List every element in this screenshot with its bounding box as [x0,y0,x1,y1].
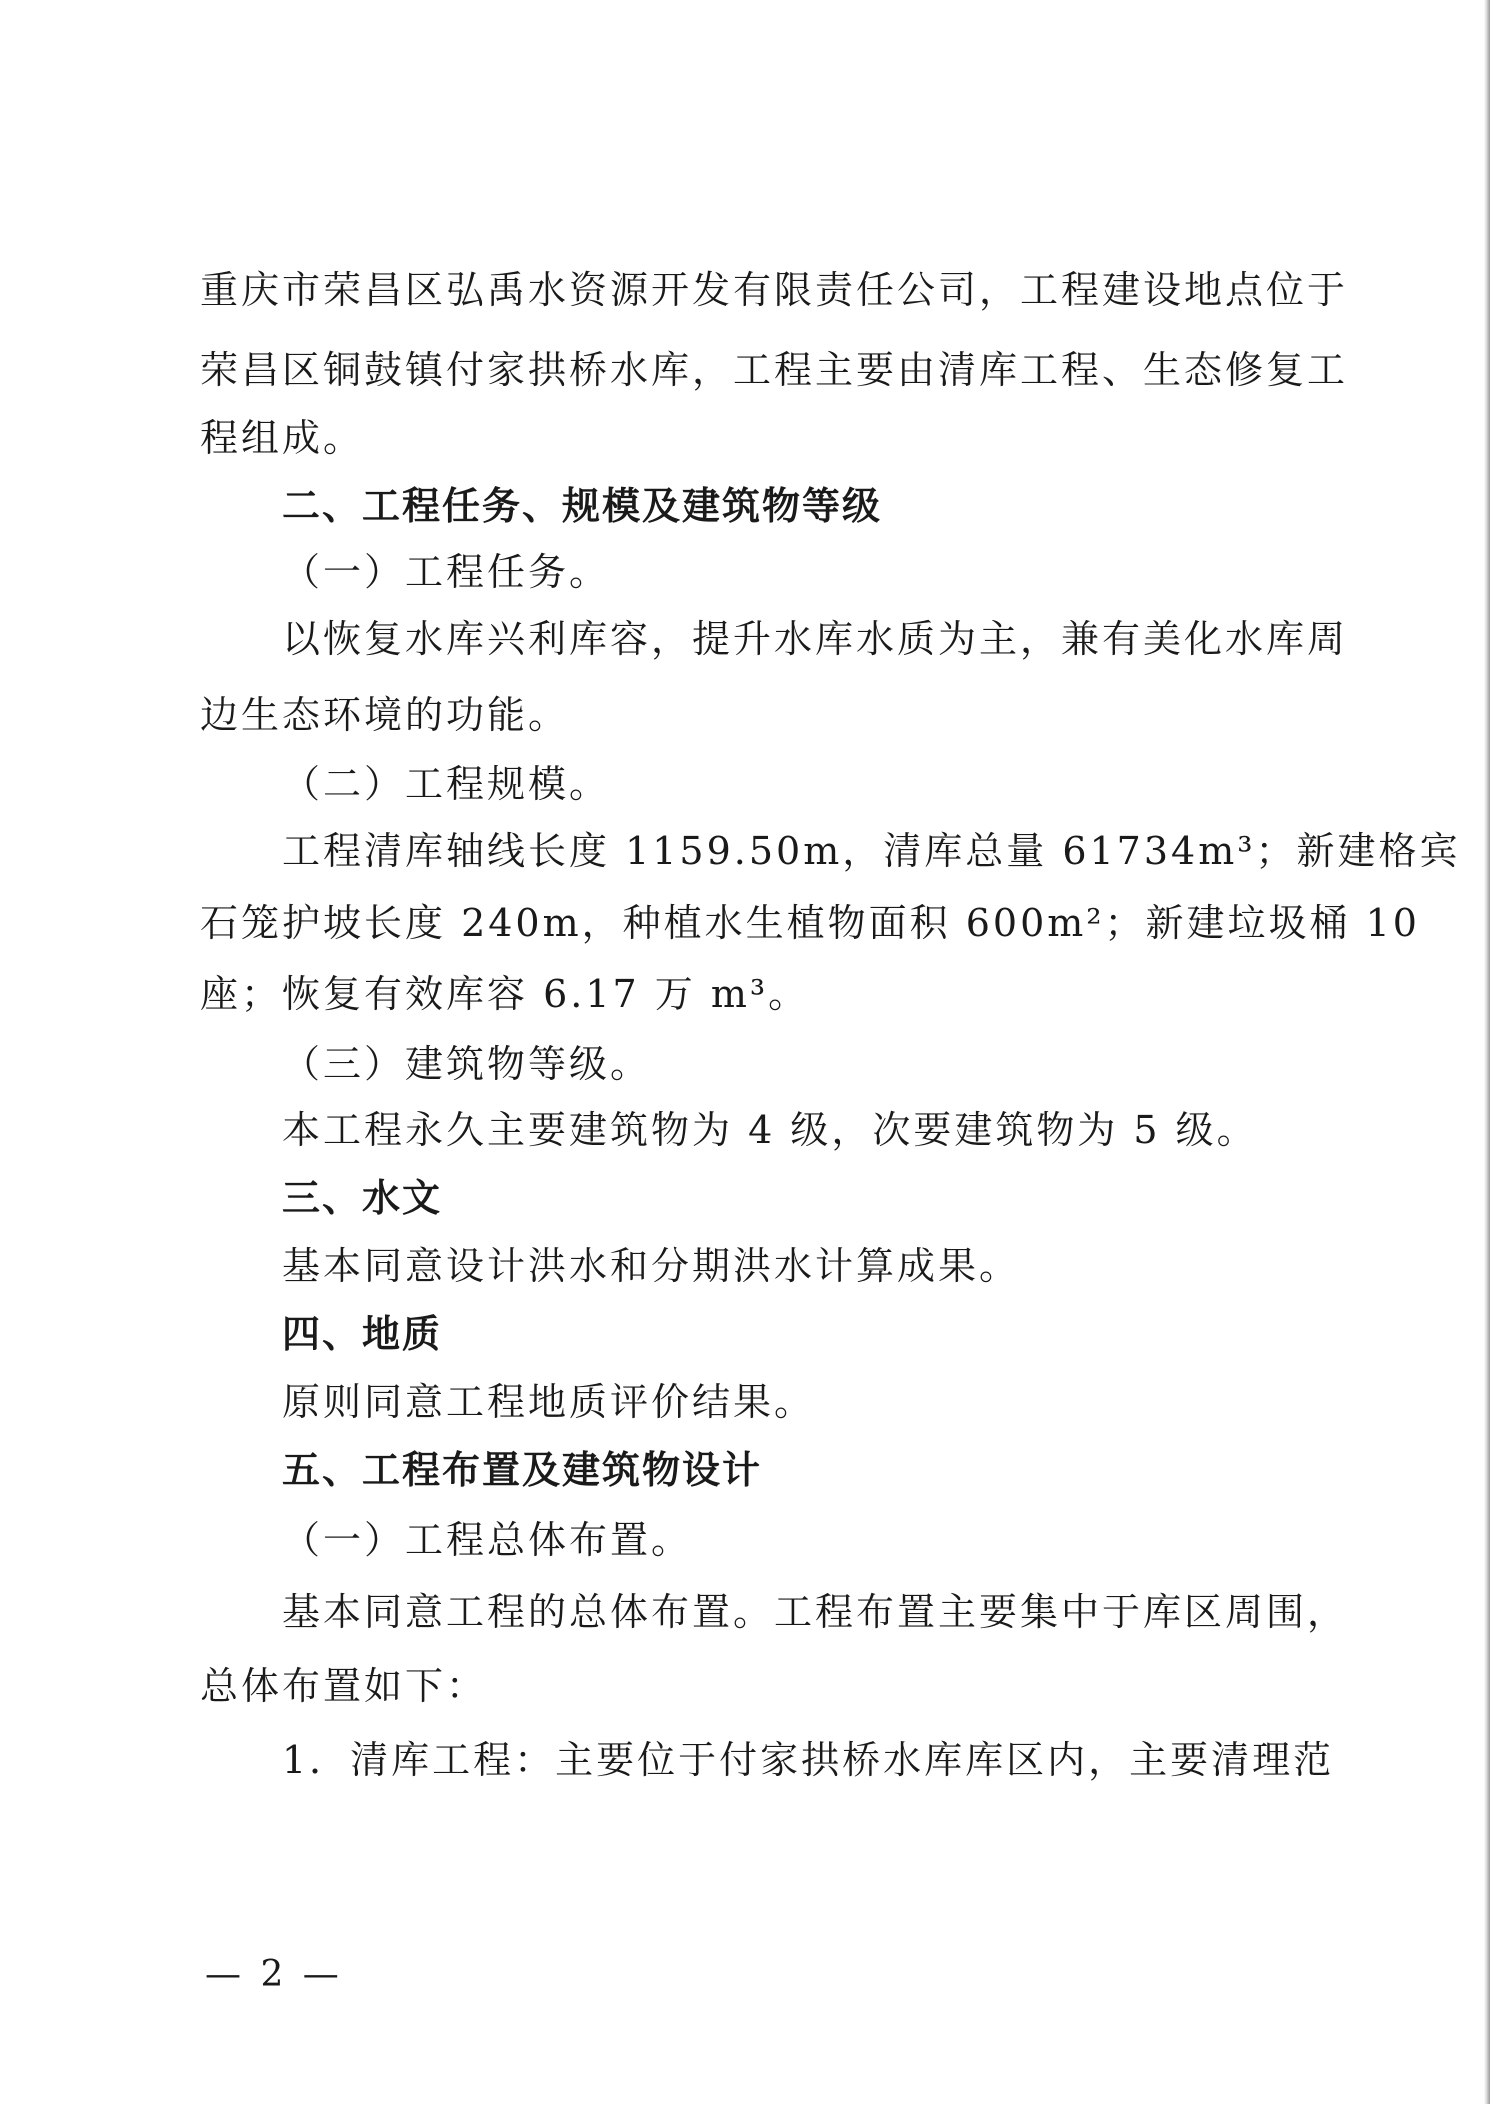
subsection-heading-layout: （一）工程总体布置。 [282,1518,693,1562]
paragraph-line-scale-1: 工程清库轴线长度 1159.50m，清库总量 61734m³；新建格宾 [282,829,1461,873]
section-heading-2: 二、工程任务、规模及建筑物等级 [282,484,883,528]
section-heading-5: 五、工程布置及建筑物设计 [282,1448,763,1492]
subsection-heading-grade: （三）建筑物等级。 [282,1042,652,1086]
paragraph-line-layout-1: 基本同意工程的总体布置。工程布置主要集中于库区周围， [282,1590,1349,1634]
paragraph-line-1: 重庆市荣昌区弘禹水资源开发有限责任公司，工程建设地点位于 [200,268,1349,312]
paragraph-line-2: 荣昌区铜鼓镇付家拱桥水库，工程主要由清库工程、生态修复工 [200,348,1349,392]
subsection-heading-task: （一）工程任务。 [282,550,611,594]
paragraph-line-geology: 原则同意工程地质评价结果。 [282,1380,816,1424]
paragraph-line-task-2: 边生态环境的功能。 [200,693,570,737]
paragraph-line-task-1: 以恢复水库兴利库容，提升水库水质为主，兼有美化水库周 [282,617,1349,661]
paragraph-line-grade: 本工程永久主要建筑物为 4 级，次要建筑物为 5 级。 [282,1108,1258,1152]
page-number: — 2 — [205,1954,343,1995]
paragraph-line-3: 程组成。 [200,416,365,460]
paragraph-line-scale-3: 座；恢复有效库容 6.17 万 m³。 [200,972,810,1016]
section-heading-4: 四、地质 [282,1312,443,1356]
paragraph-line-clearing: 1．清库工程：主要位于付家拱桥水库库区内，主要清理范 [282,1738,1335,1782]
paragraph-line-layout-2: 总体布置如下： [200,1664,488,1708]
paragraph-line-hydrology: 基本同意设计洪水和分期洪水计算成果。 [282,1244,1021,1288]
section-heading-3: 三、水文 [282,1176,443,1220]
subsection-heading-scale: （二）工程规模。 [282,762,611,806]
scan-edge-shadow [1484,0,1490,2104]
paragraph-line-scale-2: 石笼护坡长度 240m，种植水生植物面积 600m²；新建垃圾桶 10 [200,901,1420,945]
